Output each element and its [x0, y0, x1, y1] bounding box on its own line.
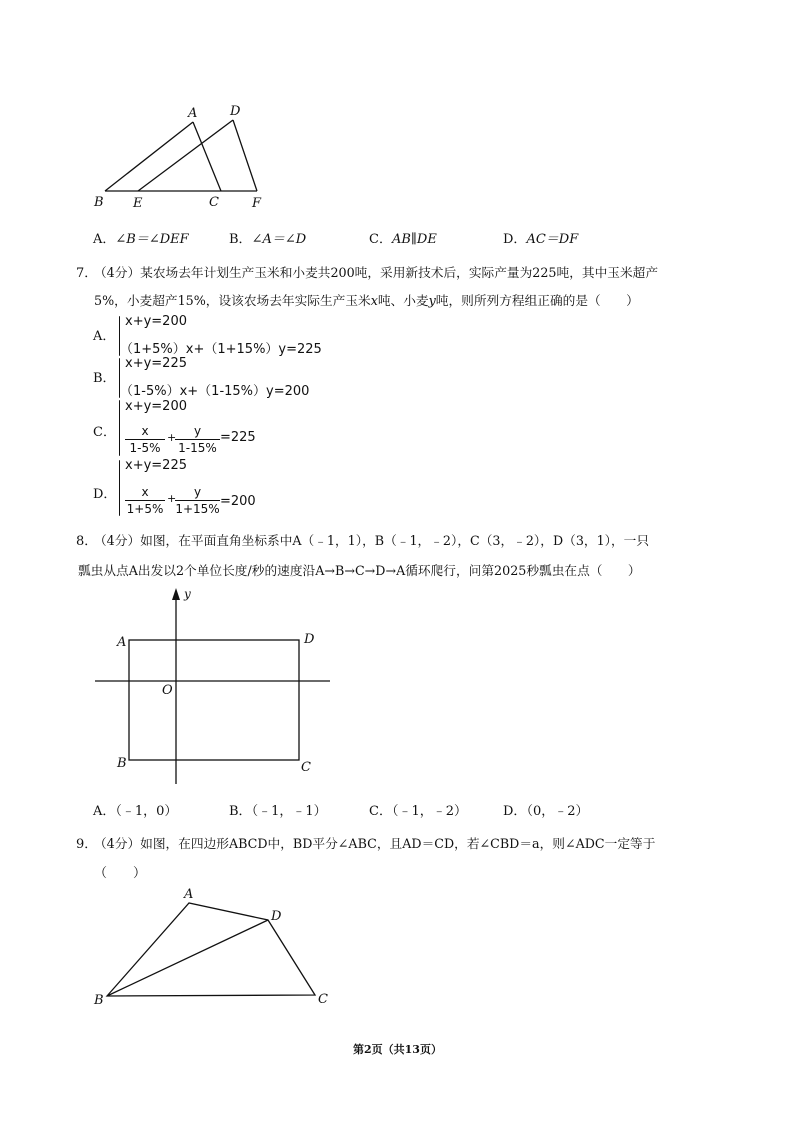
q7-option-d-fraction-2 — [175, 485, 220, 516]
q7-option-b-letter[interactable]: B． — [93, 371, 116, 386]
page-footer: 第2页（共13页） — [353, 1043, 442, 1056]
q7-option-a-eq2: （1+5%）x+（1+15%）y=225 — [120, 342, 322, 357]
q6-option-a[interactable] — [93, 228, 189, 247]
q8-text-line1: （4分）如图，在平面直角坐标系中A（﹣1，1），B（﹣1，﹣2），C（3，﹣2），D（3，1），一只 — [94, 533, 650, 548]
option-text: （﹣1，﹣1） — [251, 804, 327, 819]
option-letter: B． — [229, 804, 252, 819]
q7-option-d-plus: + — [167, 492, 177, 505]
label-d: D — [271, 909, 282, 924]
option-text: ∠A＝∠D — [251, 232, 307, 247]
q9-text-line1: （4分）如图，在四边形ABCD中，BD平分∠ABC，且AD＝CD，若∠CBD＝a，则∠ADC一定等于 — [94, 836, 656, 851]
label-b: B — [94, 195, 104, 210]
q8-coordinate-figure — [90, 584, 340, 789]
diagonal-bd — [107, 920, 268, 996]
q7-option-c-eq1: x+y=200 — [125, 399, 187, 414]
label-d: D — [304, 632, 315, 647]
label-d: D — [230, 104, 241, 119]
fraction-denominator: 1+5% — [126, 502, 164, 516]
q7-var-x: x — [370, 293, 378, 308]
fraction-numerator: x — [141, 485, 149, 499]
q6-option-d[interactable] — [503, 228, 578, 247]
fraction-bar — [175, 500, 220, 501]
segment-df — [233, 120, 257, 191]
segment-ed — [138, 120, 233, 191]
q7-option-d-brace — [119, 460, 120, 516]
q8-option-c[interactable] — [369, 800, 467, 819]
option-letter: A． — [93, 232, 116, 247]
label-b: B — [117, 756, 127, 771]
q7-text-line2 — [94, 290, 639, 309]
fraction-numerator: y — [193, 424, 202, 438]
option-text: （0，﹣2） — [526, 804, 589, 819]
option-letter: C． — [369, 232, 392, 247]
q7-option-b-eq2: （1-5%）x+（1-15%）y=200 — [120, 384, 310, 399]
q7-option-c-letter[interactable]: C． — [93, 425, 116, 440]
option-letter: B． — [229, 232, 252, 247]
q8-option-b[interactable] — [229, 800, 327, 819]
fraction-denominator: 1-15% — [178, 441, 217, 455]
fraction-bar — [125, 439, 165, 440]
label-a: A — [188, 106, 198, 121]
label-c: C — [318, 992, 328, 1007]
q8-option-a[interactable] — [93, 800, 177, 819]
label-a: A — [117, 635, 127, 650]
fraction-numerator: y — [193, 485, 202, 499]
q7-option-a-eq1: x+y=200 — [125, 314, 187, 329]
q7-text-part-a: 5%，小麦超产15%，设该农场去年实际生产玉米 — [94, 293, 371, 308]
option-letter: D． — [503, 804, 527, 819]
q7-option-a-letter[interactable]: A． — [93, 329, 116, 344]
option-text: （﹣1，0） — [115, 804, 178, 819]
label-y: y — [184, 587, 191, 601]
fraction-denominator: 1-5% — [129, 441, 161, 455]
q9-text-line2: （ ） — [94, 866, 147, 881]
fraction-numerator: x — [141, 424, 149, 438]
q7-option-d-letter[interactable]: D． — [93, 487, 117, 502]
y-axis-arrow-icon — [172, 588, 180, 600]
label-o: O — [162, 683, 173, 698]
option-text: （﹣1，﹣2） — [391, 804, 467, 819]
fraction-bar — [125, 500, 165, 501]
rectangle-abcd — [129, 640, 299, 760]
fraction-bar — [175, 439, 220, 440]
label-c: C — [301, 760, 311, 775]
q7-option-b-eq1: x+y=225 — [125, 356, 187, 371]
q8-number: 8． — [76, 534, 98, 549]
q6-triangles-figure — [90, 100, 280, 215]
option-letter: D． — [503, 232, 527, 247]
option-letter: C． — [369, 804, 392, 819]
option-text: AC＝DF — [526, 232, 579, 247]
q7-option-c-brace — [119, 400, 120, 456]
q7-option-c-fraction-2 — [175, 424, 220, 455]
q7-option-d-eq1: x+y=225 — [125, 458, 187, 473]
q6-option-b[interactable] — [229, 228, 306, 247]
q7-option-c-rhs: =225 — [220, 430, 256, 445]
q7-text-part-c: 吨，则所列方程组正确的是（ ） — [435, 293, 639, 308]
q7-option-c-plus: + — [167, 431, 177, 444]
q7-option-d-fraction-1 — [125, 485, 165, 516]
fraction-denominator: 1+15% — [175, 502, 220, 516]
q8-text-line2: 瓢虫从点A出发以2个单位长度/秒的速度沿A→B→C→D→A循环爬行，问第2025秒瓢虫在点（ ） — [78, 563, 641, 578]
q9-quadrilateral-figure — [88, 884, 338, 1014]
q7-var-y: y — [428, 293, 436, 308]
q7-option-d-rhs: =200 — [220, 494, 256, 509]
q7-option-c-fraction-1 — [125, 424, 165, 455]
option-letter: A． — [93, 804, 116, 819]
segment-ab — [105, 122, 193, 191]
q6-option-c[interactable] — [369, 228, 437, 247]
label-c: C — [209, 195, 219, 210]
q7-text-line1: （4分）某农场去年计划生产玉米和小麦共200吨，采用新技术后，实际产量为225吨，其中玉米超产 — [94, 265, 659, 280]
q8-option-d[interactable] — [503, 800, 588, 819]
option-text: ∠B＝∠DEF — [115, 232, 189, 247]
q7-text-part-b: 吨、小麦 — [377, 293, 429, 308]
option-text: AB∥DE — [391, 232, 437, 247]
q9-number: 9． — [76, 837, 98, 852]
label-e: E — [133, 196, 143, 211]
label-f: F — [252, 196, 262, 211]
label-a: A — [184, 887, 194, 902]
q7-number: 7． — [76, 266, 98, 281]
quadrilateral-abcd — [107, 903, 315, 996]
label-b: B — [94, 993, 104, 1008]
